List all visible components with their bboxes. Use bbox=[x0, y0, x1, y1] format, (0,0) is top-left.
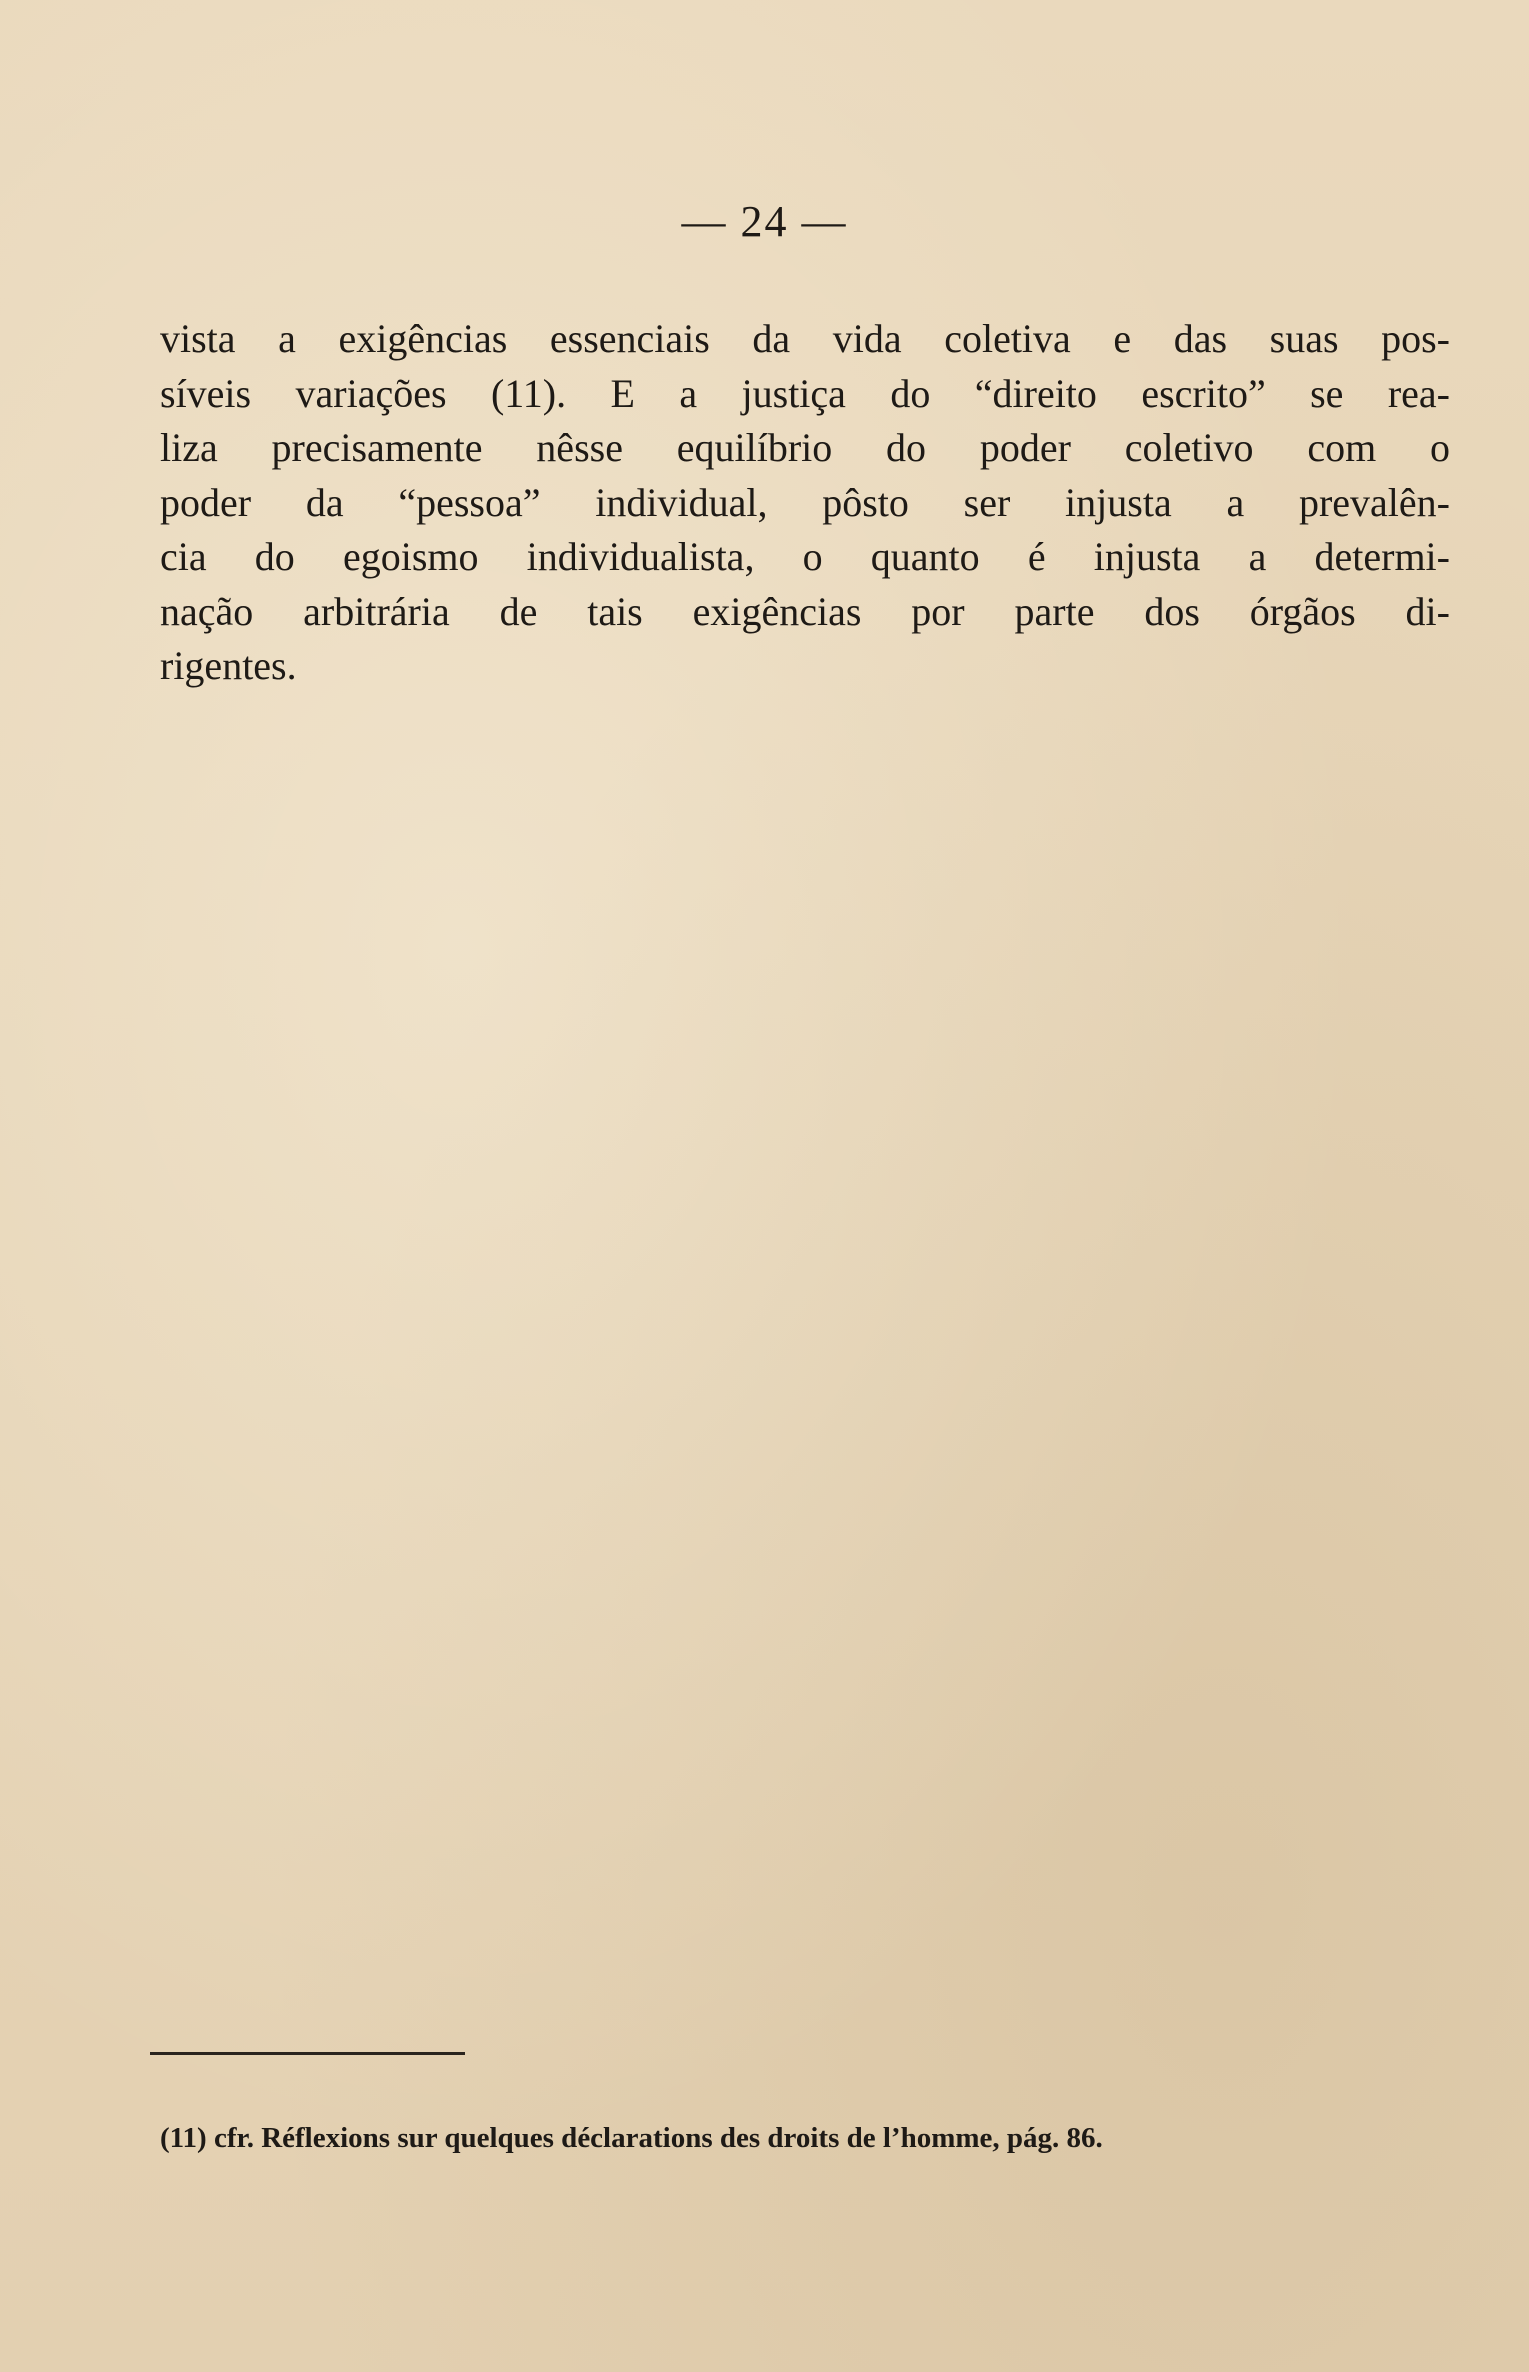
paragraph-line: liza precisamente nêsse equilíbrio do poder coletivo com o bbox=[160, 425, 1450, 470]
footnote-reference: (11) cfr. bbox=[160, 2122, 254, 2154]
main-paragraph bbox=[160, 312, 1450, 694]
paragraph-line: síveis variações (11). E a justiça do “direito escrito” se rea- bbox=[160, 370, 1450, 416]
paragraph-line: cia do egoismo individualista, o quanto é injusta a determi- bbox=[160, 534, 1450, 579]
footnote-divider bbox=[150, 2052, 465, 2055]
footnote-text: Réflexions sur quelques déclarations des droits de l’homme, pág. 86. bbox=[261, 2122, 1103, 2154]
paragraph-line: poder da “pessoa” individual, pôsto ser injusta a prevalên- bbox=[160, 479, 1450, 525]
page-number: — 24 — bbox=[681, 197, 848, 246]
paragraph-line: vista a exigências essenciais da vida coletiva e das suas pos- bbox=[160, 316, 1450, 361]
paragraph-line: nação arbitrária de tais exigências por parte dos órgãos di- bbox=[160, 588, 1450, 634]
paragraph-line: rigentes. bbox=[160, 643, 297, 688]
footnote bbox=[160, 2122, 1450, 2155]
